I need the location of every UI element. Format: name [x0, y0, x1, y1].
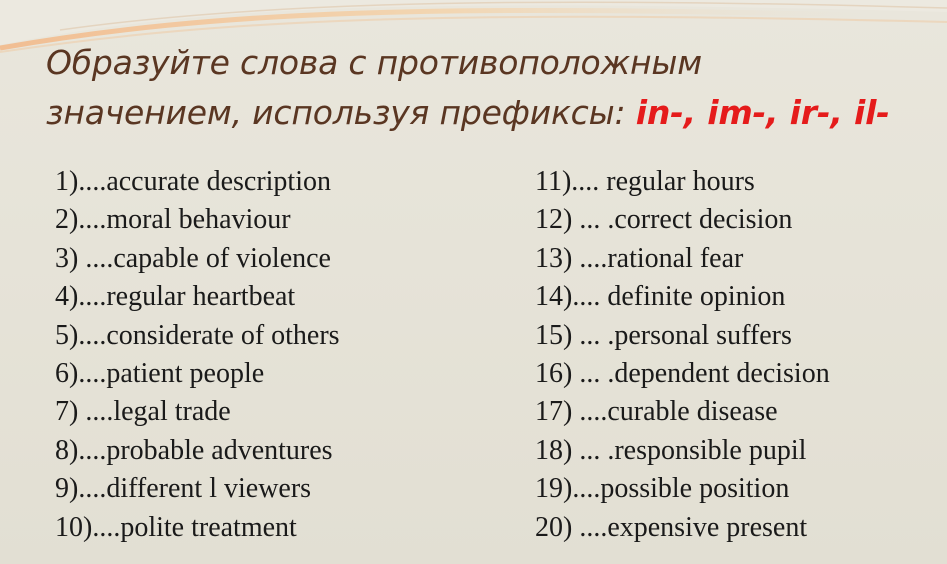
- title-line-2-text: значением, используя префиксы:: [46, 93, 626, 132]
- exercise-item: 4)....regular heartbeat: [55, 281, 296, 313]
- task-title: [46, 38, 926, 138]
- exercise-item: 19)....possible position: [535, 473, 790, 505]
- exercise-item: 10)....polite treatment: [55, 511, 297, 543]
- title-line-1: Образуйте слова с противоположным: [46, 43, 702, 82]
- exercise-item: 8)....probable adventures: [55, 434, 333, 466]
- exercise-list-right: [535, 163, 830, 547]
- exercise-item: 11).... regular hours: [535, 166, 755, 197]
- exercise-item: 1)....accurate description: [55, 166, 331, 197]
- exercise-item: 9)....different l viewers: [55, 473, 312, 505]
- exercise-item: 5)....considerate of others: [55, 319, 340, 351]
- title-line-2: [46, 88, 926, 138]
- exercise-item: 15) ... .personal suffers: [535, 319, 792, 351]
- exercise-item: 2)....moral behaviour: [55, 204, 291, 236]
- exercise-item: 13) ....rational fear: [535, 242, 744, 274]
- exercise-item: 12) ... .correct decision: [535, 204, 793, 236]
- exercise-item: 18) ... .responsible pupil: [535, 434, 807, 466]
- exercise-item: 20) ....expensive present: [535, 511, 808, 543]
- exercise-item: 14).... definite opinion: [535, 281, 786, 313]
- prefix-list: in-, im-, ir-, il-: [635, 93, 890, 132]
- exercise-list-left: [55, 163, 340, 547]
- exercise-item: 3) ....capable of violence: [55, 242, 331, 274]
- exercise-item: 6)....patient people: [55, 357, 265, 389]
- exercise-item: 16) ... .dependent decision: [535, 357, 830, 389]
- exercise-item: 17) ....curable disease: [535, 396, 778, 428]
- exercise-item: 7) ....legal trade: [55, 396, 231, 428]
